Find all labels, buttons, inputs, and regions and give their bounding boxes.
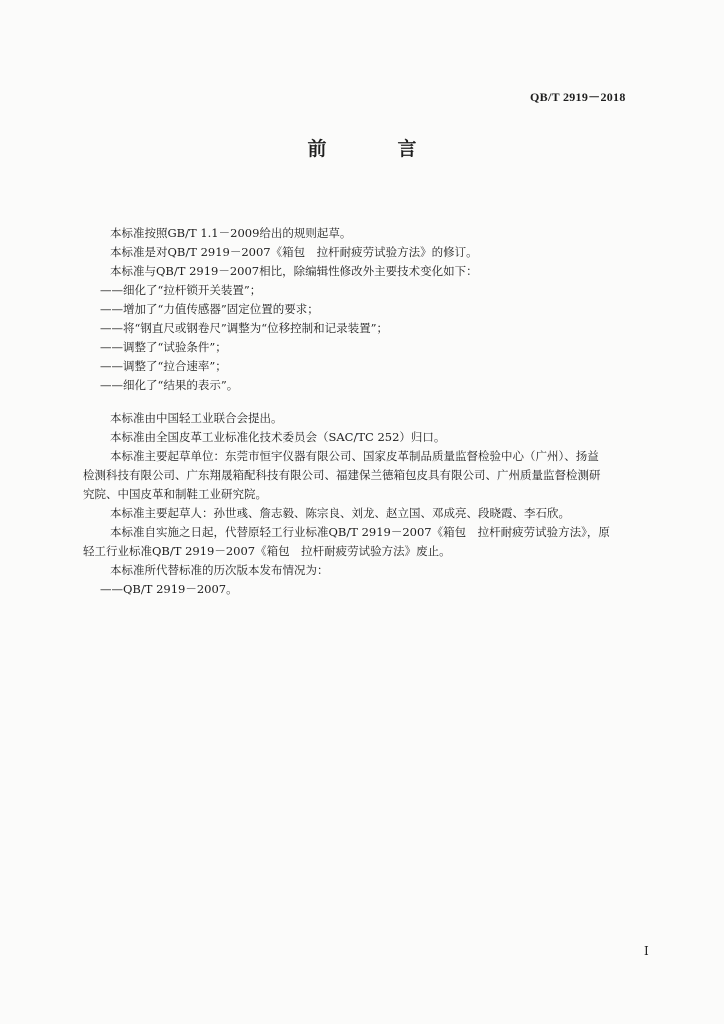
- paragraph-main-changes: 本标准与QB/T 2919－2007相比，除编辑性修改外主要技术变化如下：: [110, 264, 478, 278]
- paragraph-drafting-rules: 本标准按照GB/T 1.1－2009给出的规则起草。: [110, 226, 352, 240]
- paragraph-drafters: 本标准主要起草人：孙世彧、詹志毅、陈宗良、刘龙、赵立国、邓成亮、段晓霞、李石欣。: [110, 506, 570, 520]
- paragraph-centralized-by: 本标准由全国皮革工业标准化技术委员会（SAC/TC 252）归口。: [110, 430, 446, 444]
- change-item: ——细化了“拉杆锁开关装置”；: [100, 283, 262, 297]
- paragraph-replacement: 本标准自实施之日起，代替原轻工行业标准QB/T 2919－2007《箱包 拉杆耐疲劳试验方法》，原: [110, 525, 610, 539]
- change-item: ——增加了“力值传感器”固定位置的要求；: [100, 302, 319, 316]
- paragraph-history-intro: 本标准所代替标准的历次版本发布情况为：: [110, 563, 329, 577]
- paragraph-drafting-units: 本标准主要起草单位：东莞市恒宇仪器有限公司、国家皮革制品质量监督检验中心（广州）、扬益: [110, 449, 599, 463]
- foreword-body: [83, 224, 650, 599]
- change-item: ——细化了“结果的表示”。: [100, 378, 239, 392]
- standard-number: QB/T 2919－2018: [530, 90, 626, 104]
- change-item: ——调整了“试验条件”；: [100, 340, 227, 354]
- paragraph-replacement-cont: 轻工行业标准QB/T 2919－2007《箱包 拉杆耐疲劳试验方法》废止。: [83, 544, 451, 558]
- change-item: ——调整了“拉合速率”；: [100, 359, 227, 373]
- paragraph-drafting-units-cont: 究院、中国皮革和制鞋工业研究院。: [83, 487, 267, 501]
- paragraph-proposed-by: 本标准由中国轻工业联合会提出。: [110, 411, 283, 425]
- paragraph-drafting-units-cont: 检测科技有限公司、广东翔晟箱配科技有限公司、福建保兰德箱包皮具有限公司、广州质量监督检测研: [83, 468, 601, 482]
- paragraph-revision-of: 本标准是对QB/T 2919－2007《箱包 拉杆耐疲劳试验方法》的修订。: [110, 245, 478, 259]
- change-item: ——将“钢直尺或钢卷尺”调整为“位移控制和记录装置”；: [100, 321, 389, 335]
- page-title: 前 言: [307, 138, 443, 160]
- page-number: I: [644, 944, 649, 958]
- history-item: ——QB/T 2919－2007。: [100, 582, 238, 596]
